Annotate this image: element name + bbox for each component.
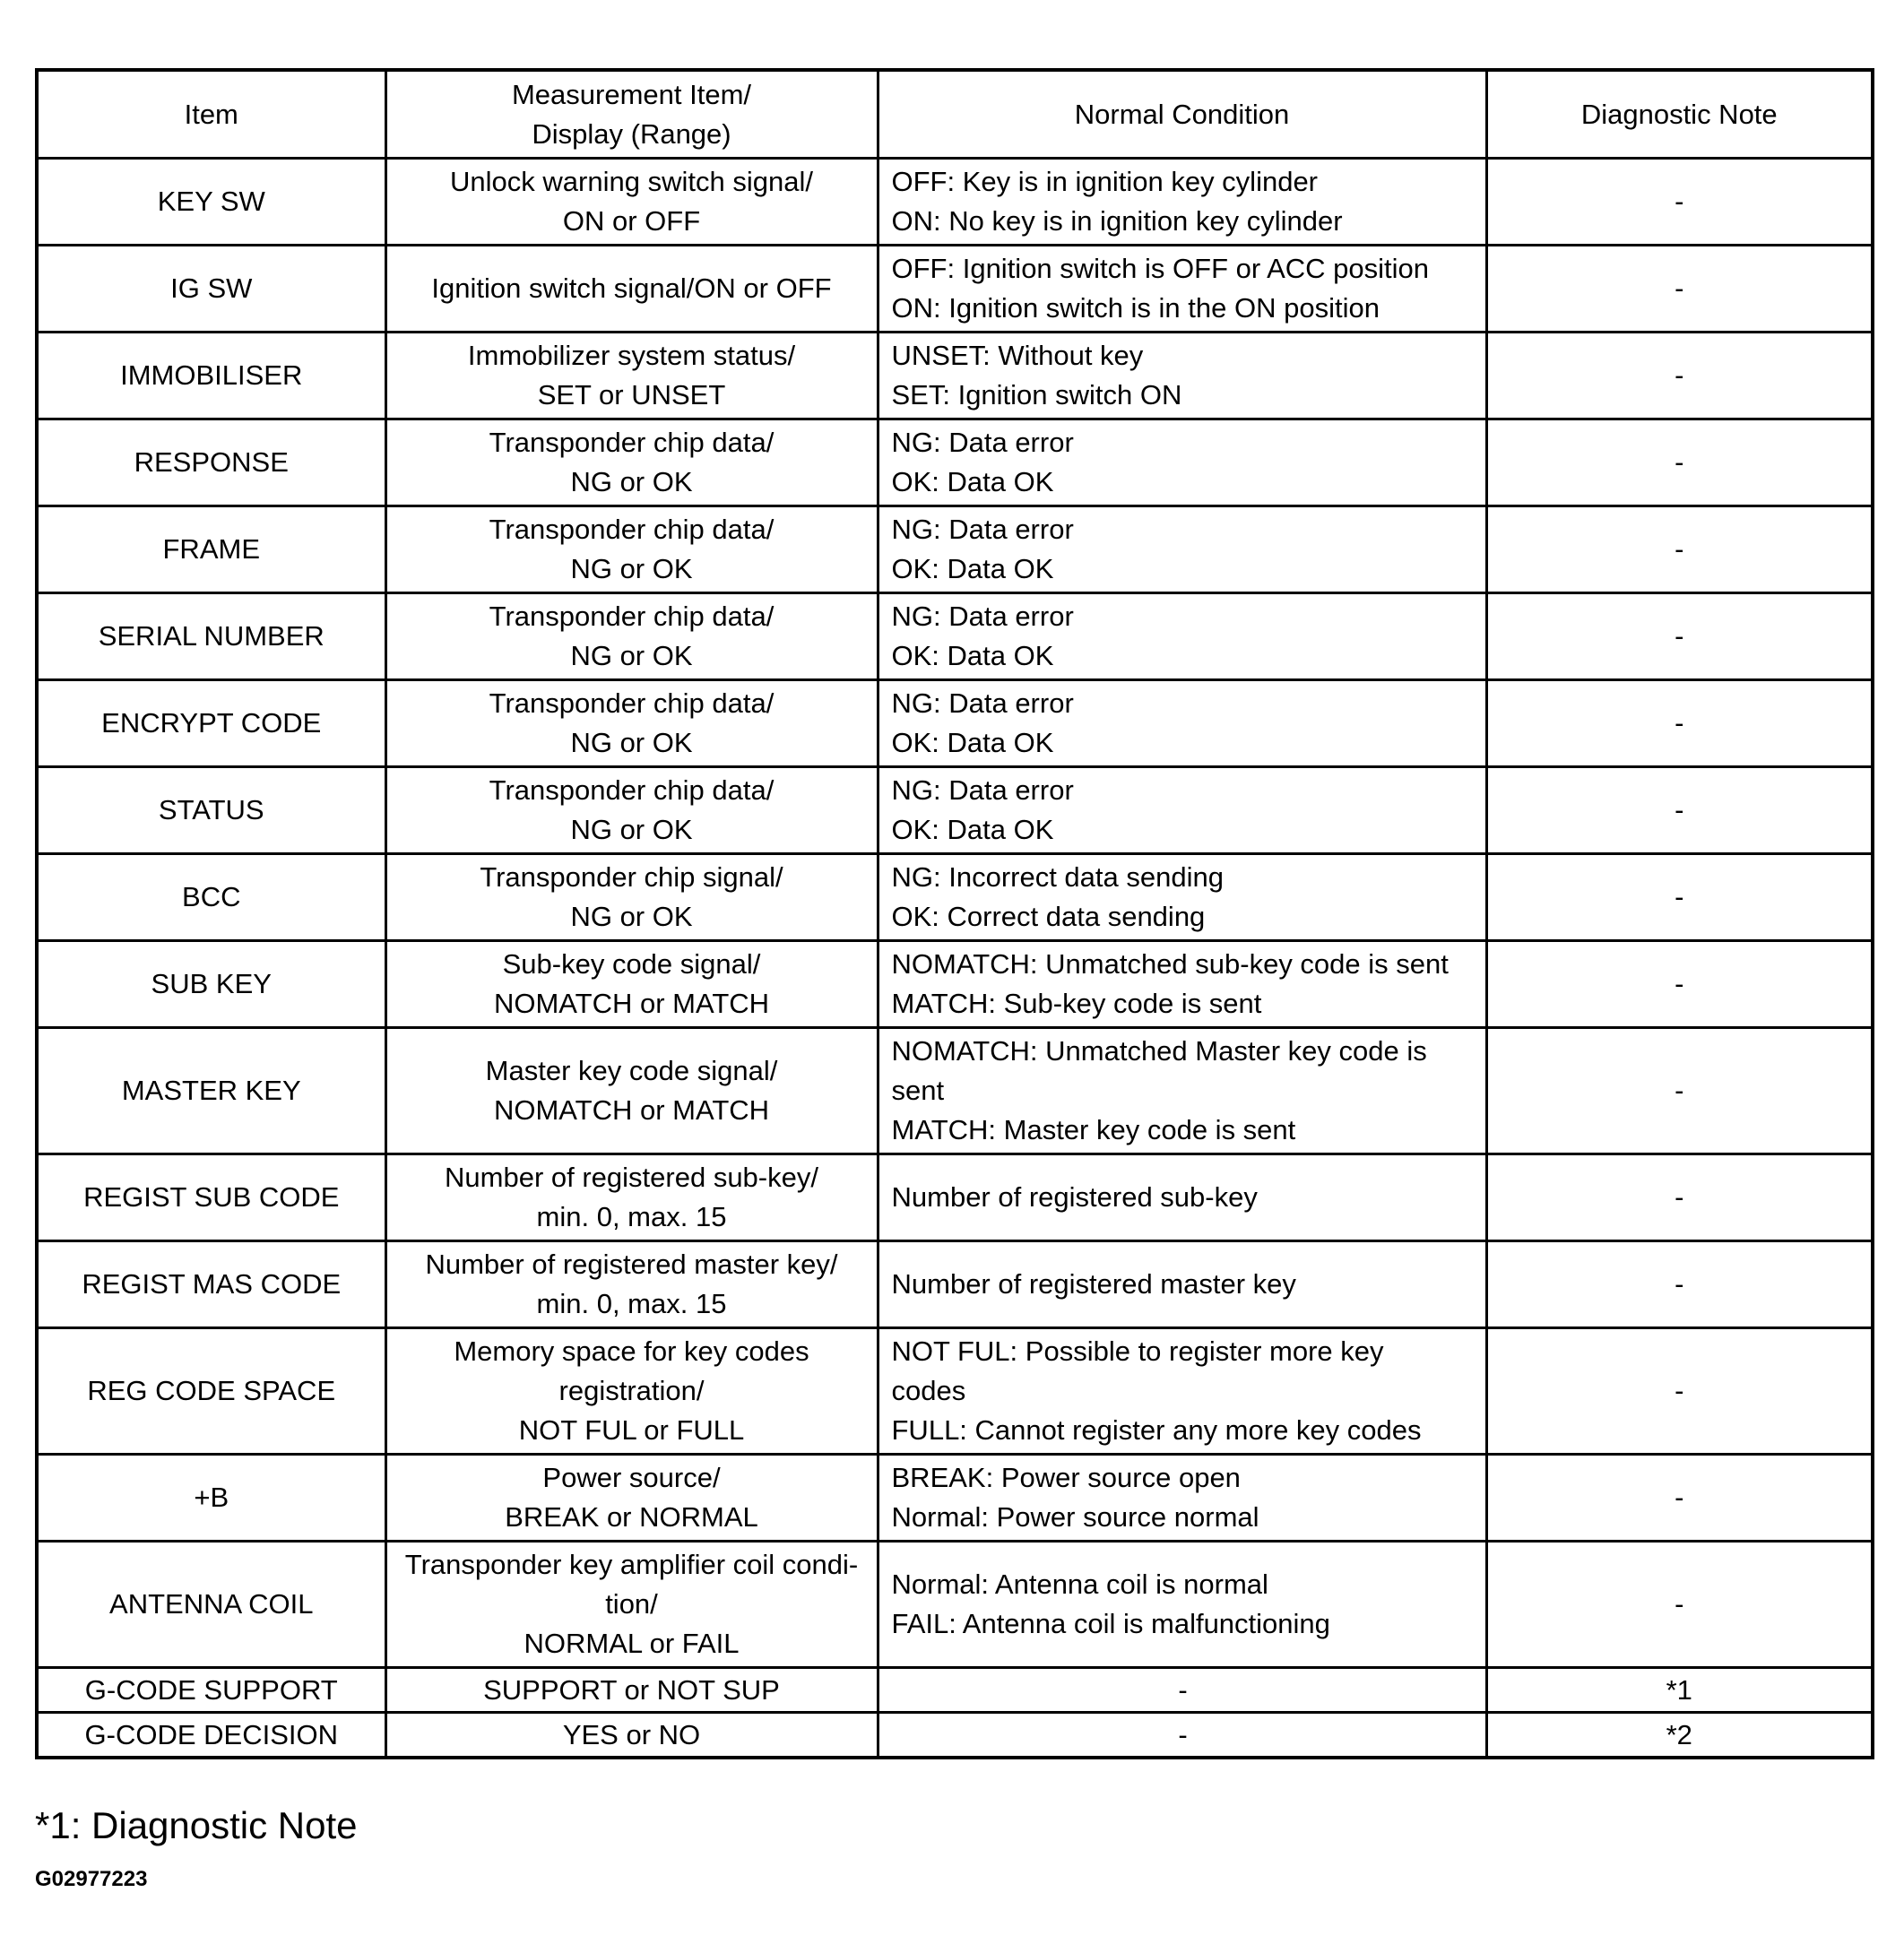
cell-measurement [385,941,878,1028]
measurement-line: NG or OK [570,640,693,671]
cell-item: REGIST SUB CODE [37,1154,385,1241]
measurement-line: Immobilizer system status/ [467,340,796,371]
cell-normal-condition [878,1241,1486,1328]
cell-normal-condition [878,159,1486,246]
cell-normal-condition [878,593,1486,680]
measurement-line: Transponder chip signal/ [480,861,783,893]
cell-normal-condition [878,680,1486,767]
condition-line: NG: Data error [891,427,1074,458]
measurement-line: min. 0, max. 15 [536,1288,727,1319]
cell-diagnostic-note: - [1486,1154,1873,1241]
measurement-line: NG or OK [570,901,693,932]
condition-line: NG: Incorrect data sending [891,861,1224,893]
condition-line: ON: No key is in ignition key cylinder [891,205,1343,237]
cell-measurement [385,506,878,593]
measurement-line: Transponder key amplifier coil condi- [404,1549,859,1580]
figure-id: G02977223 [35,1867,148,1891]
cell-item: BCC [37,854,385,941]
measurement-line: Transponder chip data/ [489,601,775,632]
measurement-line: Transponder chip data/ [489,514,775,545]
measurement-line: Number of registered sub-key/ [445,1162,818,1193]
measurement-line: YES or NO [562,1718,701,1750]
condition-line: - [1178,1673,1188,1706]
condition-line: OK: Data OK [891,553,1054,584]
cell-diagnostic-note: - [1486,1455,1873,1542]
condition-line: OK: Data OK [891,814,1054,845]
cell-item: ANTENNA COIL [37,1542,385,1668]
condition-line: codes [891,1375,966,1406]
cell-normal-condition [878,1713,1486,1759]
condition-line: Normal: Antenna coil is normal [891,1568,1268,1600]
cell-item: SERIAL NUMBER [37,593,385,680]
cell-item: REG CODE SPACE [37,1328,385,1455]
cell-normal-condition [878,1455,1486,1542]
table-row [37,1154,1873,1241]
table-row [37,941,1873,1028]
measurement-line: Power source/ [542,1462,721,1493]
diagnostic-data-table [35,68,1874,1759]
measurement-line: NOT FUL or FULL [518,1414,745,1446]
condition-line: OK: Data OK [891,640,1054,671]
condition-line: NG: Data error [891,514,1074,545]
header-item: Item [37,70,385,159]
cell-diagnostic-note: - [1486,767,1873,854]
cell-normal-condition [878,506,1486,593]
measurement-line: Memory space for key codes [454,1335,809,1367]
condition-line: FAIL: Antenna coil is malfunctioning [891,1608,1330,1639]
cell-diagnostic-note: *2 [1486,1713,1873,1759]
measurement-line: registration/ [558,1375,705,1406]
table-header-row [37,70,1873,159]
condition-line: NOT FUL: Possible to register more key [891,1335,1384,1367]
measurement-line: Master key code signal/ [485,1055,778,1086]
cell-measurement [385,1713,878,1759]
measurement-line: Ignition switch signal/ON or OFF [431,272,832,304]
measurement-line: Transponder chip data/ [489,687,775,719]
condition-line: NOMATCH: Unmatched sub-key code is sent [891,948,1449,980]
cell-normal-condition [878,767,1486,854]
cell-measurement [385,419,878,506]
cell-normal-condition [878,941,1486,1028]
cell-item: REGIST MAS CODE [37,1241,385,1328]
cell-item: FRAME [37,506,385,593]
cell-diagnostic-note: - [1486,159,1873,246]
cell-measurement [385,1455,878,1542]
cell-item: G-CODE DECISION [37,1713,385,1759]
condition-line: NG: Data error [891,687,1074,719]
cell-item: SUB KEY [37,941,385,1028]
cell-item: STATUS [37,767,385,854]
cell-normal-condition [878,333,1486,419]
measurement-line: NOMATCH or MATCH [493,1094,770,1126]
header-diagnostic-note: Diagnostic Note [1486,70,1873,159]
cell-diagnostic-note: - [1486,1241,1873,1328]
cell-normal-condition [878,246,1486,333]
cell-measurement [385,333,878,419]
measurement-line: NOMATCH or MATCH [493,988,770,1019]
condition-line: OFF: Key is in ignition key cylinder [891,166,1319,197]
measurement-line: NG or OK [570,553,693,584]
table-row [37,1028,1873,1154]
cell-normal-condition [878,854,1486,941]
cell-diagnostic-note: - [1486,506,1873,593]
measurement-line: NG or OK [570,466,693,497]
cell-measurement [385,1668,878,1713]
table-row [37,593,1873,680]
table-row [37,1713,1873,1759]
measurement-line: Sub-key code signal/ [502,948,761,980]
header-measurement [385,70,878,159]
measurement-line: Number of registered master key/ [425,1249,838,1280]
cell-diagnostic-note: - [1486,333,1873,419]
condition-line: Number of registered master key [891,1268,1296,1300]
table-row [37,159,1873,246]
condition-line: - [1178,1718,1188,1750]
table-row [37,767,1873,854]
cell-diagnostic-note: *1 [1486,1668,1873,1713]
cell-measurement [385,246,878,333]
condition-line: MATCH: Master key code is sent [891,1114,1296,1145]
cell-diagnostic-note: - [1486,419,1873,506]
measurement-line: ON or OFF [562,205,701,237]
condition-line: MATCH: Sub-key code is sent [891,988,1262,1019]
measurement-line: Transponder chip data/ [489,427,775,458]
condition-line: OFF: Ignition switch is OFF or ACC position [891,253,1430,284]
header-normal-condition: Normal Condition [878,70,1486,159]
table-row [37,506,1873,593]
cell-normal-condition [878,419,1486,506]
condition-line: NG: Data error [891,774,1074,806]
header-measurement-line: Display (Range) [532,117,731,150]
table-row [37,333,1873,419]
cell-normal-condition [878,1328,1486,1455]
measurement-line: SUPPORT or NOT SUP [483,1673,780,1706]
cell-normal-condition [878,1028,1486,1154]
measurement-line: NORMAL or FAIL [524,1628,740,1659]
cell-diagnostic-note: - [1486,854,1873,941]
cell-measurement [385,1542,878,1668]
cell-item: MASTER KEY [37,1028,385,1154]
table-row [37,419,1873,506]
cell-diagnostic-note: - [1486,1542,1873,1668]
cell-item: IG SW [37,246,385,333]
table-row [37,246,1873,333]
condition-line: sent [891,1075,945,1106]
table-row [37,1455,1873,1542]
table-row [37,1328,1873,1455]
measurement-line: tion/ [605,1588,658,1620]
table-row [37,1542,1873,1668]
cell-measurement [385,1028,878,1154]
condition-line: NG: Data error [891,601,1074,632]
measurement-line: Transponder chip data/ [489,774,775,806]
cell-item: G-CODE SUPPORT [37,1668,385,1713]
table-row [37,854,1873,941]
cell-measurement [385,593,878,680]
condition-line: SET: Ignition switch ON [891,379,1182,410]
cell-normal-condition [878,1542,1486,1668]
cell-measurement [385,1154,878,1241]
condition-line: OK: Data OK [891,466,1054,497]
measurement-line: NG or OK [570,727,693,758]
cell-measurement [385,854,878,941]
footnote: *1: Diagnostic Note [35,1804,358,1846]
cell-diagnostic-note: - [1486,680,1873,767]
measurement-line: NG or OK [570,814,693,845]
cell-diagnostic-note: - [1486,1028,1873,1154]
cell-item: KEY SW [37,159,385,246]
table-row [37,1241,1873,1328]
cell-item: IMMOBILISER [37,333,385,419]
cell-measurement [385,159,878,246]
measurement-line: BREAK or NORMAL [505,1501,758,1533]
condition-line: Number of registered sub-key [891,1181,1258,1213]
condition-line: BREAK: Power source open [891,1462,1241,1493]
cell-normal-condition [878,1668,1486,1713]
table-row [37,1668,1873,1713]
cell-item: ENCRYPT CODE [37,680,385,767]
cell-item: RESPONSE [37,419,385,506]
measurement-line: SET or UNSET [537,379,726,410]
condition-line: UNSET: Without key [891,340,1144,371]
measurement-line: Unlock warning switch signal/ [450,166,813,197]
cell-diagnostic-note: - [1486,941,1873,1028]
cell-diagnostic-note: - [1486,593,1873,680]
table-row [37,680,1873,767]
condition-line: ON: Ignition switch is in the ON position [891,292,1380,324]
condition-line: Normal: Power source normal [891,1501,1259,1533]
cell-diagnostic-note: - [1486,246,1873,333]
cell-normal-condition [878,1154,1486,1241]
cell-measurement [385,1328,878,1455]
measurement-line: min. 0, max. 15 [536,1201,727,1232]
condition-line: NOMATCH: Unmatched Master key code is [891,1035,1427,1067]
condition-line: OK: Data OK [891,727,1054,758]
table-body [37,159,1873,1759]
cell-item: +B [37,1455,385,1542]
condition-line: FULL: Cannot register any more key codes [891,1414,1422,1446]
header-measurement-line: Measurement Item/ [511,78,752,110]
cell-diagnostic-note: - [1486,1328,1873,1455]
cell-measurement [385,1241,878,1328]
cell-measurement [385,767,878,854]
condition-line: OK: Correct data sending [891,901,1206,932]
cell-measurement [385,680,878,767]
